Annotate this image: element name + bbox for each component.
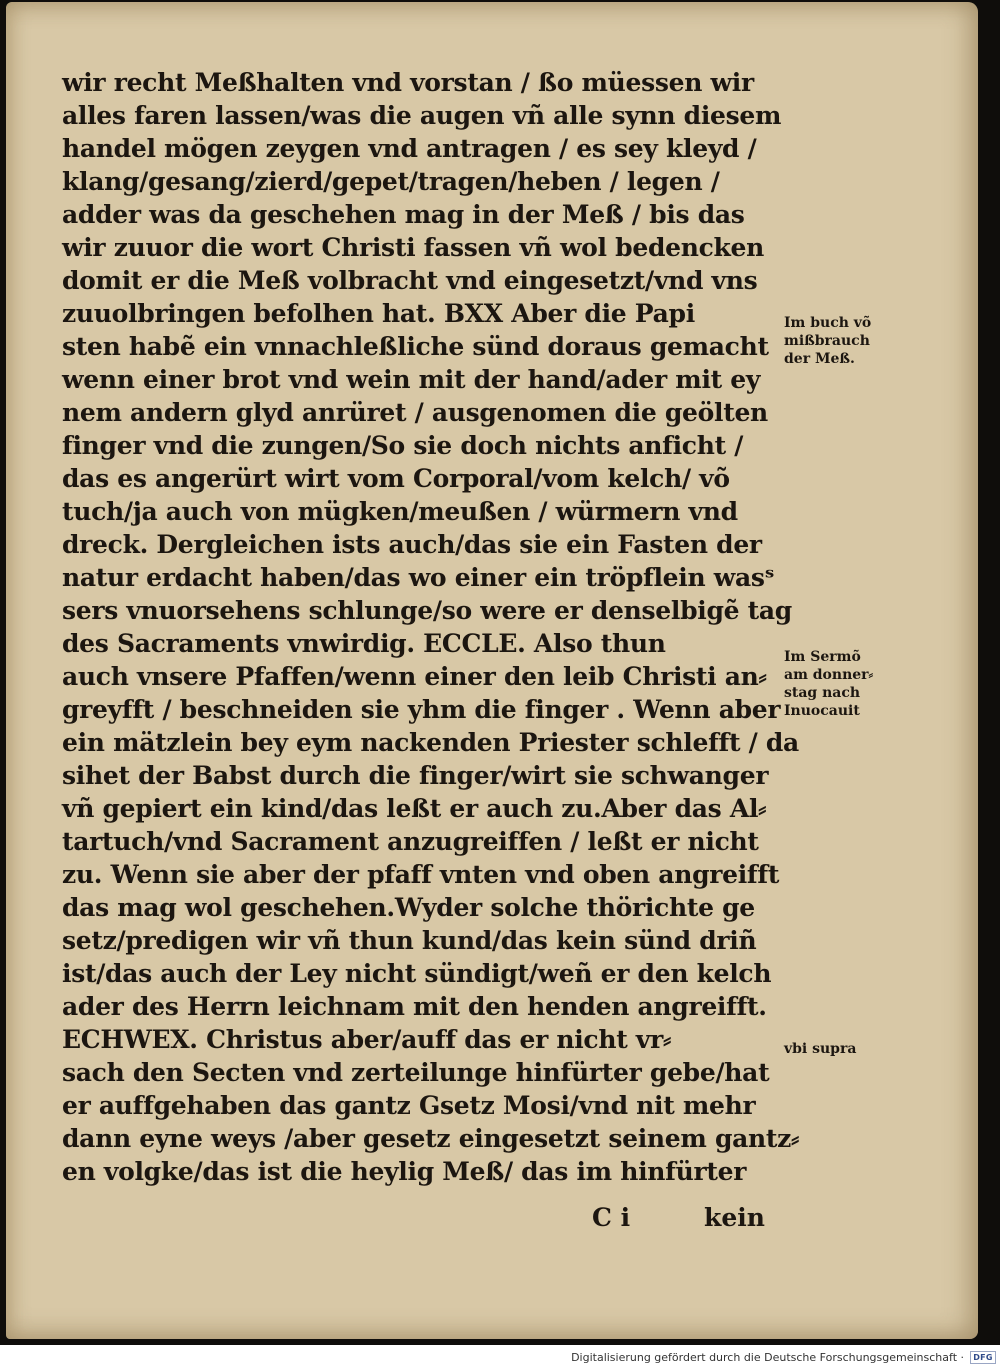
text-line: domit er die Meß volbracht vnd eingesetzt/vnd vns xyxy=(62,266,758,295)
margin-note-sermon-reference xyxy=(784,648,873,720)
text-line: klang/gesang/zierd/gepet/tragen/heben / legen / xyxy=(62,167,720,196)
text-line: ader des Herrn leichnam mit den henden angreifft. xyxy=(62,992,767,1021)
text-line: wir zuuor die wort Christi fassen vñ wol bedencken xyxy=(62,233,765,262)
text-line: zu. Wenn sie aber der pfaff vnten vnd oben angreifft xyxy=(62,860,780,889)
text-line: auch vnsere Pfaffen/wenn einer den leib Christi an⸗ xyxy=(62,662,767,691)
footer-bar xyxy=(0,1345,1000,1371)
text-line: alles faren lassen/was die augen vñ alle synn diesem xyxy=(62,101,782,130)
text-line: vñ gepiert ein kind/das leßt er auch zu.Aber das Al⸗ xyxy=(62,794,767,823)
text-line: en volgke/das ist die heylig Meß/ das im hinfürter xyxy=(62,1157,747,1186)
catchword: kein xyxy=(704,1203,765,1232)
body-text xyxy=(62,66,800,1188)
text-line: dann eyne weys /aber gesetz eingesetzt seinem gantz⸗ xyxy=(62,1124,800,1153)
text-line: ist/das auch der Ley nicht sündigt/weñ er den kelch xyxy=(62,959,772,988)
dfg-logo: DFG xyxy=(970,1351,996,1364)
text-line: sach den Secten vnd zerteilunge hinfürter gebe/hat xyxy=(62,1058,770,1087)
text-line: adder was da geschehen mag in der Meß / bis das xyxy=(62,200,745,229)
text-line: sihet der Babst durch die finger/wirt sie schwanger xyxy=(62,761,769,790)
text-line: tartuch/vnd Sacrament anzugreiffen / leßt er nicht xyxy=(62,827,759,856)
text-line: greyfft / beschneiden sie yhm die finger . Wenn aber xyxy=(62,695,781,724)
margin-note-line: am donner⸗ xyxy=(784,667,874,683)
text-line: des Sacraments vnwirdig. ECCLE. Also thun xyxy=(62,629,666,658)
text-line: das es angerürt wirt vom Corporal/vom kelch/ võ xyxy=(62,464,730,493)
text-line: finger vnd die zungen/So sie doch nichts anficht / xyxy=(62,431,744,460)
text-line: tuch/ja auch von mügken/meußen / würmern vnd xyxy=(62,497,738,526)
book-page xyxy=(6,2,978,1339)
text-line: setz/predigen wir vñ thun kund/das kein sünd driñ xyxy=(62,926,757,955)
text-line: ECHWEX. Christus aber/auff das er nicht vr⸗ xyxy=(62,1025,671,1054)
signature-mark: C i xyxy=(592,1203,631,1232)
funding-credit: Digitalisierung gefördert durch die Deutsche Forschungsgemeinschaft · xyxy=(571,1351,964,1364)
text-line: dreck. Dergleichen ists auch/das sie ein Fasten der xyxy=(62,530,762,559)
margin-note-book-reference xyxy=(784,314,871,368)
text-line: wir recht Meßhalten vnd vorstan / ßo müessen wir xyxy=(62,68,754,97)
page-foot-line xyxy=(6,1201,978,1234)
text-line: zuuolbringen befolhen hat. BXX Aber die Papi xyxy=(62,299,695,328)
margin-note-line: vbi supra xyxy=(784,1041,857,1057)
text-line: sers vnuorsehens schlunge/so were er denselbigẽ tag xyxy=(62,596,792,625)
text-line: er auffgehaben das gantz Gsetz Mosi/vnd nit mehr xyxy=(62,1091,756,1120)
text-line: nem andern glyd anrüret / ausgenomen die geölten xyxy=(62,398,768,427)
text-line: handel mögen zeygen vnd antragen / es sey kleyd / xyxy=(62,134,757,163)
margin-note-line: Inuocauit xyxy=(784,703,860,719)
text-line: natur erdacht haben/das wo einer ein tröpflein wasˢ xyxy=(62,563,775,592)
margin-note-line: mißbrauch xyxy=(784,333,870,349)
text-line: das mag wol geschehen.Wyder solche thörichte ge xyxy=(62,893,755,922)
text-line: wenn einer brot vnd wein mit der hand/ader mit ey xyxy=(62,365,761,394)
margin-note-line: der Meß. xyxy=(784,351,855,367)
margin-note-line: stag nach xyxy=(784,685,861,701)
margin-note-line: Im Sermõ xyxy=(784,649,861,665)
text-line: ein mätzlein bey eym nackenden Priester schlefft / da xyxy=(62,728,799,757)
text-line: sten habẽ ein vnnachleßliche sünd doraus gemacht xyxy=(62,332,769,361)
margin-note-ubi-supra xyxy=(784,1040,856,1058)
margin-note-line: Im buch võ xyxy=(784,315,872,331)
